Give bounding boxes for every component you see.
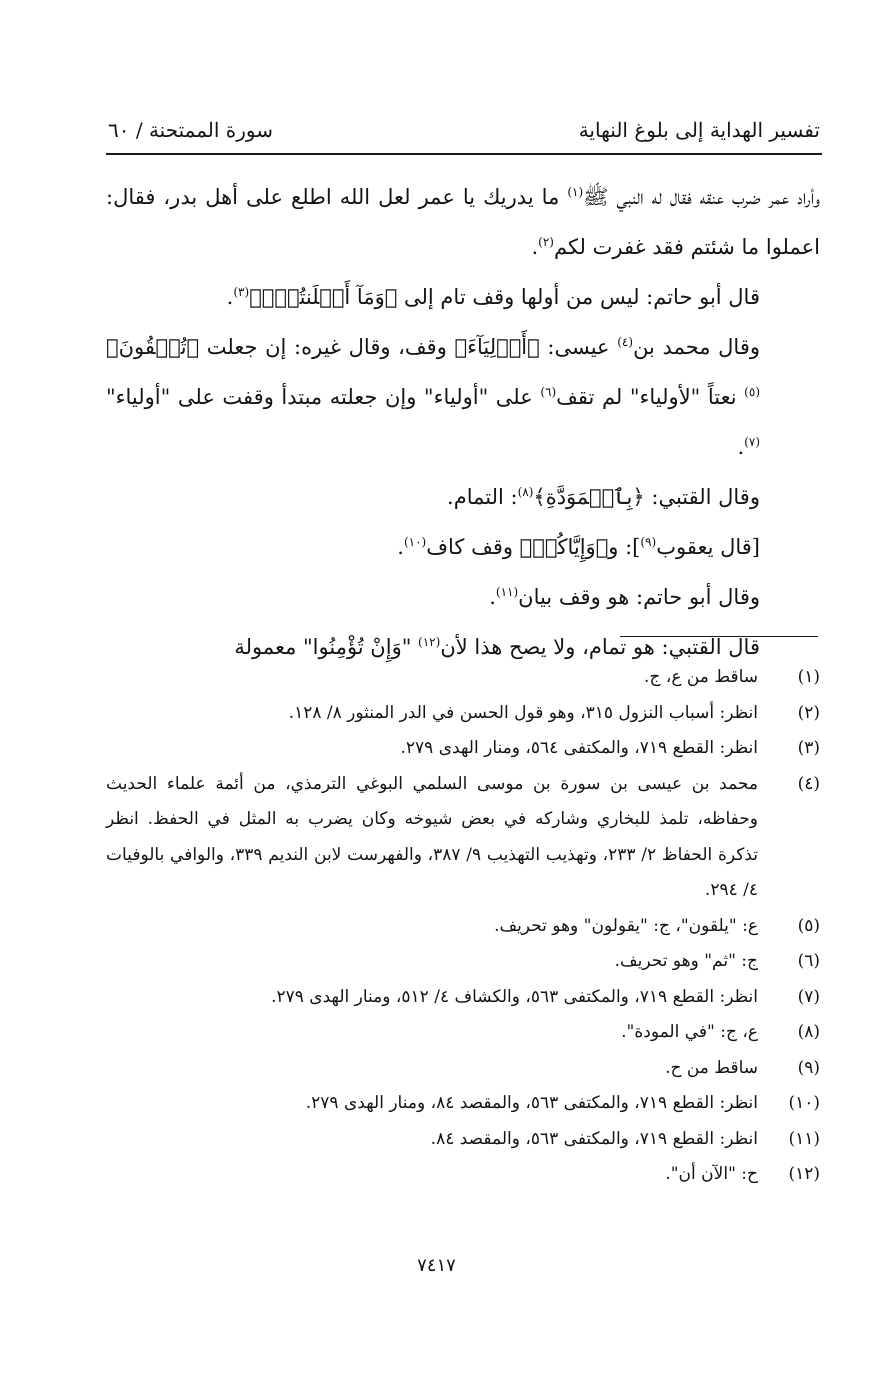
main-text	[106, 172, 820, 672]
text-run: وقال القتبي: ﴿بِٱلۡمَوَدَّةِ﴾	[533, 485, 760, 509]
footnotes-divider	[620, 636, 818, 637]
text-run: .	[397, 535, 404, 559]
text-run: قال أبو حاتم: ليس من أولها وقف تام إلى ﴿وَمَآ أَعۡلَنتُمۡۚ﴾	[249, 285, 760, 309]
text-run: ]: و﴿وَإِيَّاكُمۡ﴾ وقف كاف	[426, 535, 641, 559]
footnote-item	[106, 731, 820, 767]
text-run: عيسى: ﴿أَوۡلِيَآءَ﴾ وقف، وقال غيره: إن جعلت ﴿تُلۡقُونَ﴾	[106, 335, 618, 359]
footnote-marker: (٥)	[744, 385, 760, 399]
text-run: : التمام.	[447, 485, 518, 509]
footnote-item	[106, 1051, 820, 1087]
footnote-item	[106, 1015, 820, 1051]
footnote-text: ح: "الآن أن".	[665, 1164, 758, 1184]
paragraph-1	[106, 172, 820, 272]
footnote-text: ج: "ثم" وهو تحريف.	[614, 951, 758, 971]
footnote-marker: (٧)	[744, 435, 760, 449]
text-run: [قال يعقوب	[656, 535, 760, 559]
footnote-marker: (١١)	[495, 585, 519, 599]
text-run: على "أولياء" وإن جعلته مبتدأ وقفت على "أولياء"	[106, 385, 541, 409]
footnote-text: محمد بن عيسى بن سورة بن موسى السلمي البوغي الترمذي، من أئمة علماء الحديث وحفاظه، تلمذ للبخاري وشاركه في بعض شيوخه وكان يضرب به المثل في الحفظ. انظر تذكرة الحفاظ ٢/ ٢٣٣، وتهذيب التهذيب ٩/ ٣٨٧، والفهرست لابن النديم ٣٣٩، والوافي بالوفيات ٤/ ٢٩٤.	[106, 773, 758, 900]
footnote-marker: (٣)	[233, 285, 250, 299]
footnote-number: (٢)	[797, 702, 820, 723]
text-run: "وَإِنْ تُؤْمِنُوا" معمولة	[234, 635, 419, 659]
footnote-number: (١٠)	[788, 1093, 820, 1113]
text-run: وقال أبو حاتم: هو وقف بيان	[518, 585, 760, 609]
footnote-item	[106, 1086, 820, 1122]
footnote-item	[106, 1157, 820, 1193]
paragraph-5	[106, 522, 820, 572]
text-run: .	[226, 285, 234, 309]
paragraph-3	[106, 322, 820, 472]
footnote-marker: (٨)	[517, 485, 534, 499]
footnote-marker: (١)	[567, 185, 584, 199]
page-number: ٧٤١٧	[417, 1255, 456, 1276]
text-run: قال القتبي: هو تمام، ولا يصح هذا لأن	[440, 635, 760, 659]
footnote-marker: (٢)	[538, 235, 554, 249]
text-run: ما يدريك يا عمر لعل الله اطلع على أهل بدر، فقال: اعملوا ما شئتم فقد غفرت لكم	[106, 185, 820, 259]
footnote-item	[106, 980, 820, 1016]
footnote-item	[106, 696, 820, 732]
footnote-number: (١٢)	[788, 1164, 820, 1184]
running-header	[108, 112, 820, 152]
footnote-item	[106, 909, 820, 945]
paragraph-4	[106, 472, 820, 522]
header-divider	[106, 153, 822, 155]
footnote-marker: (٩)	[640, 535, 657, 549]
footnote-text: ع، ج: "في المودة".	[621, 1022, 758, 1042]
footnote-text: انظر: أسباب النزول ٣١٥، وهو قول الحسن في الدر المنثور ٨/ ١٢٨.	[288, 702, 758, 723]
paragraph-2	[106, 272, 820, 322]
footnote-text: انظر: القطع ٧١٩، والمكتفى ٥٦٣، والكشاف ٤/ ٥١٢، ومنار الهدى ٢٧٩.	[271, 986, 758, 1007]
footnote-item	[106, 660, 820, 696]
footnote-number: (٣)	[797, 738, 820, 758]
text-run: .	[531, 235, 539, 259]
footnote-number: (٦)	[797, 951, 820, 971]
footnote-number: (٤)	[797, 773, 820, 794]
footnote-text: انظر: القطع ٧١٩، والمكتفى ٥٦٤، ومنار الهدى ٢٧٩.	[400, 738, 758, 758]
footnote-number: (٧)	[797, 986, 820, 1007]
text-run: وقال محمد بن	[633, 335, 760, 359]
footnote-marker: (١٢)	[418, 635, 441, 649]
footnote-item	[106, 944, 820, 980]
text-run: .	[737, 435, 745, 459]
footnote-text: ساقط من ع، ج.	[644, 667, 758, 687]
footnote-number: (١١)	[788, 1128, 820, 1149]
footnote-item	[106, 1122, 820, 1158]
text-run: .	[489, 585, 496, 609]
text-run: نعتاً "لأولياء" لم تقف	[556, 385, 745, 409]
footnote-number: (٩)	[797, 1057, 820, 1078]
footnotes-list	[106, 660, 820, 1193]
footnote-number: (١)	[797, 667, 820, 687]
footnote-text: انظر: القطع ٧١٩، والمكتفى ٥٦٣، والمقصد ٨٤.	[430, 1128, 758, 1149]
paragraph-6	[106, 572, 820, 622]
footnote-marker: (٤)	[617, 335, 634, 349]
footnote-text: ساقط من ح.	[665, 1057, 758, 1078]
footnote-item	[106, 767, 820, 909]
footnote-marker: (١٠)	[403, 535, 427, 549]
footnote-number: (٥)	[797, 915, 820, 936]
footnote-text: انظر: القطع ٧١٩، والمكتفى ٥٦٣، والمقصد ٨٤، ومنار الهدى ٢٧٩.	[305, 1093, 758, 1113]
book-title: تفسير الهداية إلى بلوغ النهاية	[578, 118, 820, 142]
text-run: وأراد عمر ضرب عنقه فقال له النبي ﷺ	[583, 185, 820, 209]
footnote-text: ع: "يلقون"، ج: "يقولون" وهو تحريف.	[494, 915, 758, 936]
footnote-marker: (٦)	[540, 385, 557, 399]
footnote-number: (٨)	[797, 1022, 820, 1042]
surah-page-label: سورة الممتحنة / ٦٠	[108, 118, 273, 142]
